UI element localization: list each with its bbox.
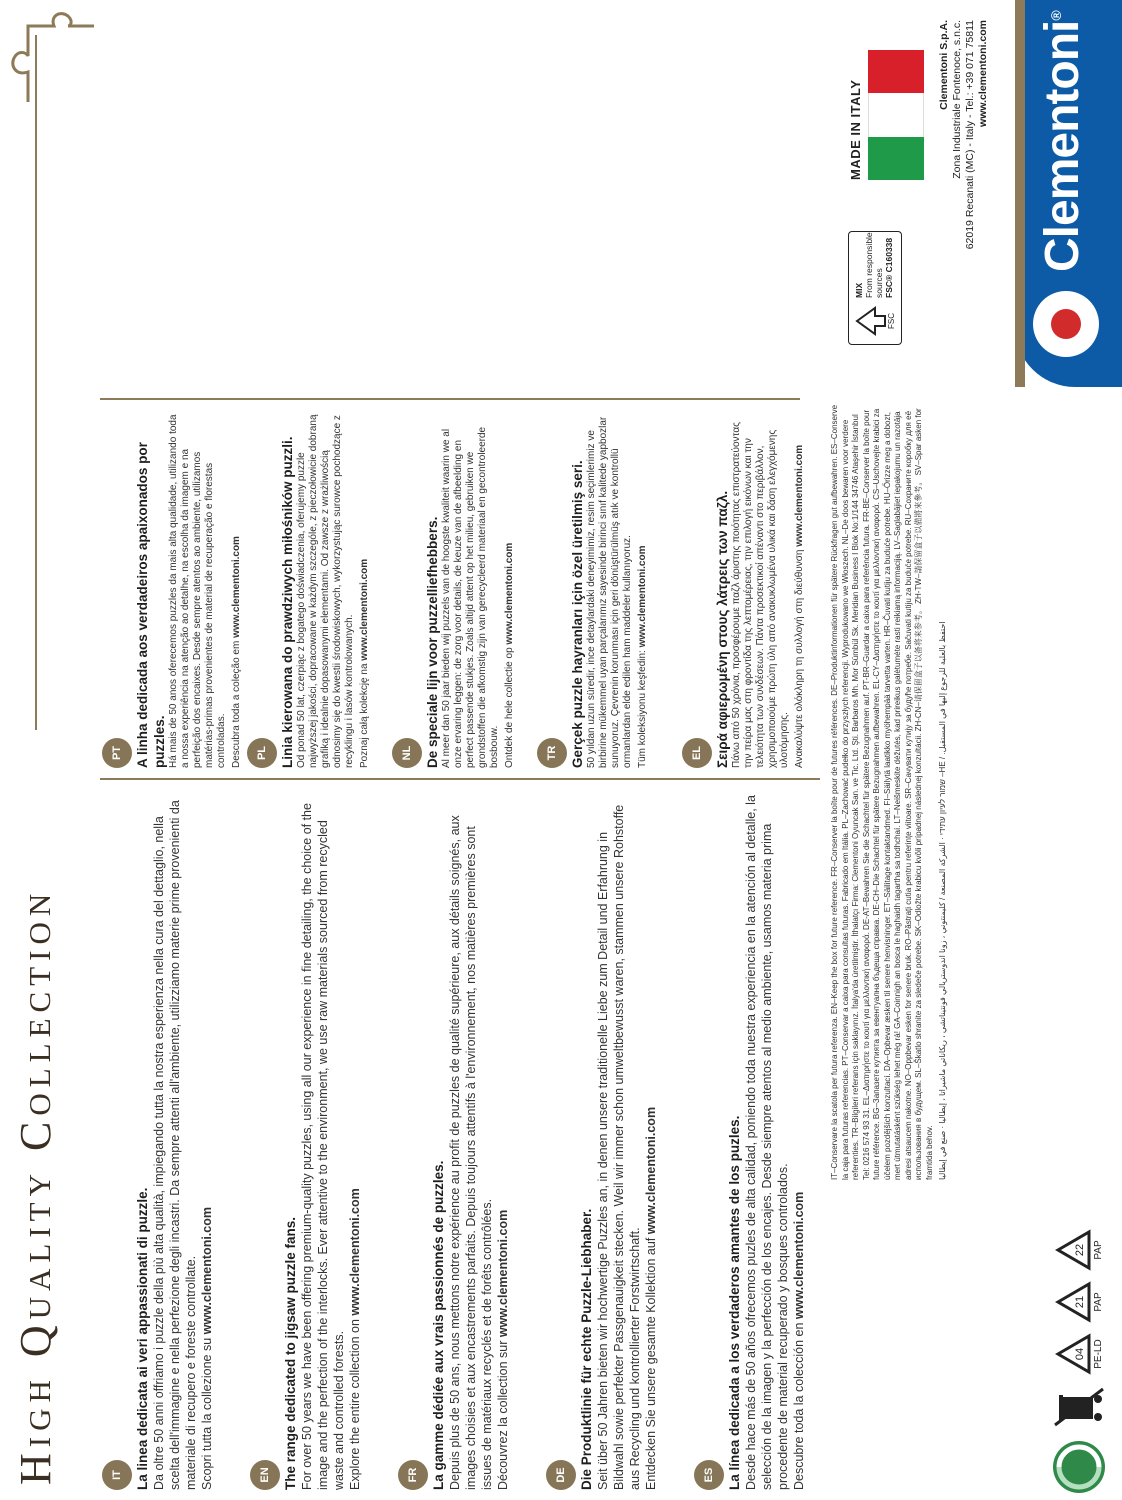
legal-notice	[830, 400, 949, 1180]
flag-white	[868, 93, 924, 136]
column-divider-2	[100, 398, 800, 400]
link-text: Entdecken Sie unsere gesamte Kollektion auf	[644, 1234, 658, 1490]
brand-footer	[1015, 0, 1122, 387]
section-nl	[392, 408, 518, 768]
section-link-line	[199, 790, 216, 1490]
section-es	[694, 790, 808, 1490]
section-heading: La línea dedicada a los verdaderos amantes de los puzles.	[727, 1115, 742, 1490]
link-text: Ανακαλύψτε ολόκληρη τη συλλογή στη διεύθυνση	[794, 546, 805, 768]
registered-mark: ®	[1048, 11, 1064, 21]
recycle-code-21: 21	[1073, 1295, 1086, 1309]
section-de	[546, 790, 660, 1490]
fsc-code: FSC® C160338	[884, 237, 894, 298]
recycle-label: PE-LD	[1092, 1339, 1104, 1369]
company-address-line-2: 62019 Recanati (MC) - Italy - Tel.: +39 071 75811	[964, 20, 976, 250]
section-body: Πάνω από 50 χρόνια, προσφέρουμε παζλ άριστης ποιότητας επιστρατεύοντας την πείρα μας στη φροντίδα της λεπτομέρειας, την επιλογή εικόνων και την τελειότητα των συνδέσεων. Πάντα προσεκτικοί απέναντι στο περιβάλλον, χρησιμοποιούμε πρώτη ύλη από ανακυκλωμένα υλικά και δάση ελεγχόμενης υλοτόμησης.	[731, 422, 790, 768]
made-in-label: MADE IN ITALY	[848, 79, 863, 180]
section-tr	[537, 408, 651, 768]
link-text: Explore the entire collection on	[348, 1315, 362, 1490]
recycle-label: PAP	[1092, 1240, 1104, 1260]
language-badge-tr: TR	[537, 738, 567, 768]
flag-red	[868, 50, 924, 93]
collection-title	[0, 888, 70, 1485]
title-text: High Quality Collection	[10, 887, 60, 1485]
section-body: Seit über 50 Jahren bieten wir hochwertige Puzzles an, in denen unsere traditionelle Liebe zum Detail und Erfahrung in Bildwahl sowie perfekter Passgenauigkeit stecken. Weil wir immer schon umweltbewusst waren, stammen unsere Rohstoffe aus Recycling und kontrollierter Forstwirtschaft.	[596, 804, 642, 1490]
section-heading: De speciale lijn voor puzzelliefhebbers.	[425, 516, 440, 768]
section-link-line	[228, 408, 245, 768]
section-body: Da oltre 50 anni offriamo i puzzle della più alta qualità, impiegando tutta la nostra esperienza nella cura del dettaglio, nella scelta dell'immagine e nella perfezione degli incastri. Da sempre attenti all'ambiente, utilizziamo materie prime provenienti da materiale di recupero e foreste controllate.	[152, 800, 198, 1490]
fsc-tree-icon	[855, 304, 895, 338]
language-badge-el: EL	[682, 738, 712, 768]
company-address-line-1: Zona Industriale Fontenoce, s.n.c.	[951, 20, 963, 179]
section-body: Desde hace más de 50 años ofrecemos puzles de alta calidad, poniendo toda nuestra experiencia en la atención al detalle, la selección de la imagen y la perfección de los encajes. Desde siempre atentos al medio ambiente, usamos materia prima procedente de material recuperado y bosques controlados.	[744, 795, 790, 1490]
link-text: Descubre toda la colección en	[792, 1319, 806, 1490]
website-link[interactable]: www.clementoni.com	[792, 1191, 806, 1320]
recycle-code-04: 04	[1073, 1347, 1086, 1361]
website-link[interactable]: www.clementoni.com	[359, 558, 370, 661]
recycle-04-icon	[1055, 1333, 1104, 1375]
recycle-21-icon	[1055, 1281, 1104, 1323]
website-link[interactable]: www.clementoni.com	[644, 1106, 658, 1235]
link-text: Tüm koleksiyonu keşfedin:	[637, 647, 648, 768]
website-link[interactable]: www.clementoni.com	[231, 536, 242, 638]
section-pt	[102, 408, 245, 768]
section-body: Od ponad 50 lat, czerpiąc z bogatego doświadczenia, oferujemy puzzle najwyższej jakości, dopracowane w każdym szczególe, z pieczołowicie dobraną grafiką i idealnie dopasowanymi elementami. Od zawsze z wrażliwością odnosimy się do kwestii środowiskowych, wykorzystując surowce pochodzące z recyklingu i lasów kontrolowanych.	[296, 414, 355, 768]
section-it	[102, 790, 216, 1490]
language-badge-de: DE	[546, 1460, 576, 1490]
section-body: For over 50 years we have been offering premium-quality puzzles, using all our experience in fine detailing, the choice of the image and the perfection of the interlocks. Ever attentive to the environment, we use raw materials sourced from recycled waste and controlled forests.	[300, 803, 346, 1490]
section-heading: A linha dedicada aos verdadeiros apaixonados por puzzles.	[135, 442, 167, 768]
website-link[interactable]: www.clementoni.com	[794, 444, 805, 547]
language-badge-en: EN	[250, 1460, 280, 1490]
section-link-line	[501, 408, 518, 768]
language-badge-pt: PT	[102, 738, 132, 768]
section-heading: La linea dedicata ai veri appassionati di puzzle.	[135, 1187, 150, 1490]
section-link-line	[347, 790, 364, 1490]
section-link-line	[791, 408, 808, 768]
section-body: Depuis plus de 50 ans, nous mettons notre expérience au profit de puzzles de qualité supérieure, aux détails soignés, aux images choisies et aux encastrements parfaits. Depuis toujours attentifs à l'environnement, nos matières premières sont issues de matériaux recyclés et de forêts contrôlées.	[448, 815, 494, 1490]
link-text: Poznaj całą kolekcję na	[359, 660, 370, 768]
italy-flag-icon	[868, 50, 924, 180]
section-fr	[398, 790, 512, 1490]
section-body: Al meer dan 50 jaar bieden wij puzzels van de hoogste kwaliteit waarin we al onze ervaring leggen: de zorg voor details, de keuze van de afbeelding en perfect passende stukjes. Zoals altijd attent op het milieu, gebruiken we grondstoffen die afkomstig zijn van gerecycleerd materiaal en gecontroleerde bosbouw.	[441, 426, 500, 768]
recycle-code-22: 22	[1073, 1243, 1086, 1257]
brand-name	[1035, 11, 1090, 272]
section-link-line	[634, 408, 651, 768]
section-el	[682, 408, 808, 768]
language-badge-nl: NL	[392, 738, 422, 768]
puzzle-piece-icon	[8, 10, 100, 110]
company-address	[938, 20, 990, 350]
section-body: Há mais de 50 anos oferecemos puzzles da mais alta qualidade, utilizando toda a nossa experiência na atenção ao detalhe, na escolha da imagem e na perfeição dos encaixes. Desde sempre atentos ao ambiente, utilizamos matérias-primas provenientes de material de recuperação e florestas controladas.	[168, 414, 227, 768]
section-link-line	[495, 790, 512, 1490]
section-link-line	[356, 408, 373, 768]
recycle-label: PAP	[1092, 1292, 1104, 1312]
website-link[interactable]: www.clementoni.com	[200, 1207, 214, 1335]
section-heading: The range dedicated to jigsaw puzzle fans.	[283, 1216, 298, 1490]
website-link[interactable]: www.clementoni.com	[504, 542, 515, 645]
language-badge-fr: FR	[398, 1460, 428, 1490]
section-heading: Linia kierowana do prawdziwych miłośników puzzli.	[280, 436, 295, 768]
link-text: Ontdek de hele collectie op	[504, 644, 515, 768]
gold-band	[1015, 0, 1025, 387]
section-link-line	[643, 790, 660, 1490]
column-divider-1	[100, 778, 820, 780]
fsc-label	[848, 231, 902, 345]
language-badge-it: IT	[102, 1460, 132, 1490]
company-website[interactable]: www.clementoni.com	[977, 20, 989, 127]
section-link-line	[791, 790, 808, 1490]
website-link[interactable]: www.clementoni.com	[496, 1209, 510, 1338]
legal-text: IT–Conservare la scatola per futura referenza. EN–Keep the box for future reference. FR–Conserver la boîte pour de futures références. DE–Produktinformationen für spätere Rückfragen gut aufbewahren. ES–Conserve la caja para futuras referencias. PT–Conservar a caixa para consultas futuras. Fabricado em Itália. PL–Zachować pudełko do przyszłych referencji. Wyprodukowano we Włoszech. NL–De doos bewaren voor verdere referenties. TR–Bilgileri referans için saklayınız. İtalya'da üretilmiştir. İthalatçı Firma: Clementoni Oyuncak San. ve Tic. Ltd. Şti. Barbaros Mh. Mor Sümbül Sk. Meridian Business I Blok No:1/144 34746 Ataşehir İstanbul Tel: 0216 574 93 31. EL–Διατηρήστε το κουτί για μελλοντική αναφορά. DE-AT–Bewahren Sie die Schachtel für spätere Bezugnahmen auf. PT-BR–Guardar a caixa para referência futura. FR-BE–Conserver la boîte pour future référence. BG–Запазете кутията за евентуална бъдеща справка. DE-CH–Die Schachtel für spätere Bezugnahmen aufbewahren. EL-CY–Διατηρήστε το κουτί για μελλοντική αναφορά. CS–Uschovejte krabici za účelem pozdějších konzultací. DA–Opbevar æsken til senere henvisninger. ET–Säilitage kontaktandmed. FI–Säilytä laatikko myöhempää tarvetta varten. HR–Čuvati kutiju za buduće potrebe. HU–Őrizze meg a dobozt, mert útmutatásként szükség lehet még rá! GA–Coinnigh an bosca le haghaidh tagartha sa todhchaí. LT–Neišmeskite dėžutės, kad prireikus galėtumėte rasti reikiamą informaciją. LV–Saglabājiet iepakojumu un razotāja adresi atsaucem nakotne. NO–Oppbevar esken for senere bruk. RO–Păstrați cutia pentru referințe viitoare. SR–Сачувати кутију за будуће потребе. Sačuvati kutiju za buduće potrebe. RU–Сохраните коробку для её использования в будущем. SL–Škatlo shranite za sledeče potrebe. SK–Odložte krabicu kvôli prípadnej následnej konzultácii. ZH-CN–请保留盒子以备将来参考。 ZH-TW–請保留盒子以備將來參考。 SV–Spar asken for framtida behov.	[830, 404, 934, 1180]
language-badge-pl: PL	[247, 738, 277, 768]
flag-green	[868, 137, 924, 180]
section-en	[250, 790, 364, 1490]
section-heading: La gamme dédiée aux vrais passionnés de puzzles.	[431, 1160, 446, 1490]
section-heading: Σειρά αφιερωμένη στους λάτρεις των παζλ.	[715, 490, 730, 768]
brand-name-text: Clementoni	[1036, 20, 1089, 272]
green-dot-icon	[1051, 1439, 1107, 1495]
recycle-22-icon	[1055, 1229, 1104, 1271]
fsc-logo-text: FSC	[887, 313, 896, 329]
logo-red-dot	[1051, 309, 1081, 339]
section-heading: Die Produktlinie für echte Puzzle-Liebhaber.	[579, 1208, 594, 1490]
recycling-symbols	[1040, 1185, 1118, 1495]
fsc-source: From responsible sources	[864, 232, 884, 298]
website-link[interactable]: www.clementoni.com	[348, 1188, 362, 1316]
company-name: Clementoni S.p.A.	[938, 20, 950, 110]
fsc-mix: MIX	[854, 282, 864, 298]
section-heading: Gerçek puzzle hayranları için özel üretilmiş seri.	[570, 460, 585, 768]
link-text: Découvrez la collection sur	[496, 1337, 510, 1490]
link-text: Descubra toda a coleção em	[231, 637, 242, 768]
link-text: Scopri tutta la collezione su	[200, 1334, 214, 1490]
clementoni-logo-icon	[1033, 291, 1099, 357]
section-body: 50 yıldan uzun süredir, ince detaylardaki deneyimimiz, resim seçimlerimiz ve birbirine mükemmel uyan parçalarımız sayesinde birinci sınıf kalitede yapbozlar sunuyoruz. Çevrenin korunması için geri dönüştürülmüş atık ve kontrollü ormanlardan elde edilen ham maddeler kullanıyoruz.	[586, 416, 633, 768]
title-divider	[35, 35, 37, 730]
section-pl	[247, 408, 373, 768]
legal-text-rtl: احتفظ بالعلبة للرجوع إليها في المستقبل. / HE– שמור לעיון עתידי · الشركة المصنعة / كليمنتوني ، زونا اندوستريالي فونتيناتشي ، ريكاناتي ماشيراتا ، إيطاليا · صنع في إيطاليا	[938, 621, 947, 1180]
bin-icon	[1051, 1385, 1107, 1429]
language-badge-es: ES	[694, 1460, 724, 1490]
website-link[interactable]: www.clementoni.com	[637, 545, 648, 648]
